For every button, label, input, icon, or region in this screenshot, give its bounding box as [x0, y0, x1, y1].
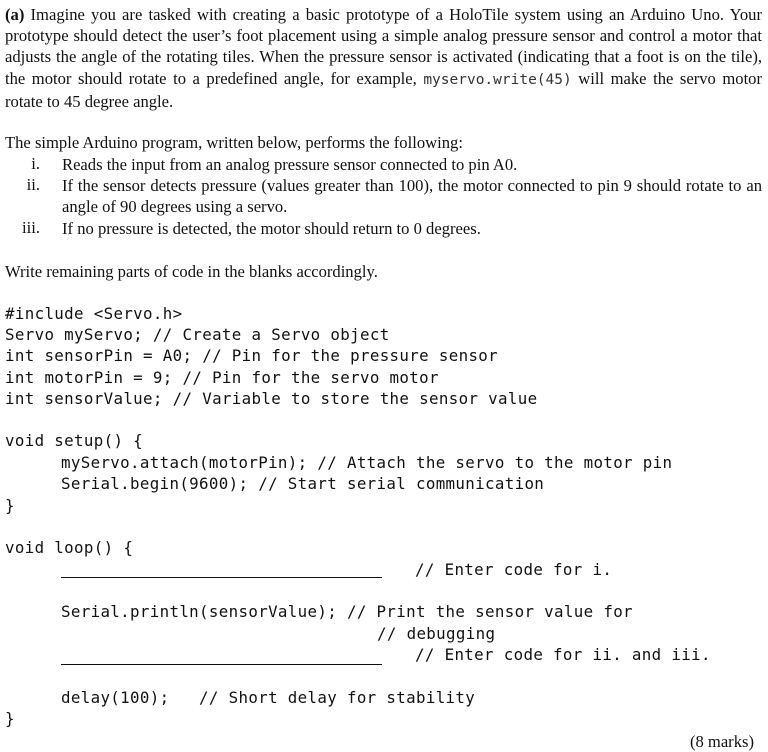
step-text: Reads the input from an analog pressure sensor connected to pin A0. — [62, 155, 518, 174]
part-label: (a) — [5, 5, 25, 24]
code-comment: // Enter code for ii. and iii. — [415, 645, 711, 664]
code-line: myServo.attach(motorPin); // Attach the servo to the motor pin — [61, 453, 673, 472]
code-line: #include <Servo.h> — [5, 304, 183, 323]
step-number: ii. — [26, 175, 40, 194]
question-intro — [5, 4, 762, 112]
answer-blank-ii-iii[interactable] — [61, 664, 382, 665]
step-text: If the sensor detects pressure (values greater than 100), the motor connected to pin 9 should rotate to an angle of 90 degrees using a servo. — [62, 176, 762, 217]
marks-label: (8 marks) — [689, 732, 754, 751]
code-line: // debugging — [377, 624, 496, 643]
code-line: Serial.begin(9600); // Start serial communication — [61, 474, 545, 493]
step-number: i. — [31, 154, 40, 173]
step-number: iii. — [22, 218, 40, 237]
code-line: } — [5, 496, 15, 515]
code-line: void setup() { — [5, 431, 144, 450]
code-line: } — [5, 709, 15, 728]
inline-code: myservo.write(45) — [423, 71, 572, 88]
step-text: If no pressure is detected, the motor should return to 0 degrees. — [62, 219, 481, 238]
code-line: int sensorPin = A0; // Pin for the pressure sensor — [5, 346, 499, 365]
code-line: int sensorValue; // Variable to store the sensor value — [5, 389, 538, 408]
code-line: Serial.println(sensorValue); // Print the sensor value for — [61, 602, 633, 621]
instruction: Write remaining parts of code in the blanks accordingly. — [5, 262, 378, 281]
code-comment: // Enter code for i. — [415, 560, 613, 579]
answer-blank-i[interactable] — [61, 577, 382, 578]
program-intro: The simple Arduino program, written below, performs the following: — [5, 133, 463, 152]
code-line: void loop() { — [5, 538, 134, 557]
intro-text-end: will make the servo motor rotate to 45 degree angle. — [5, 68, 763, 111]
code-line: int motorPin = 9; // Pin for the servo motor — [5, 368, 439, 387]
intro-text: Imagine you are tasked with creating a basic prototype of a HoloTile system using an Arduino Uno. Your prototype should detect the user’s foot placement using a simple analog pressure sensor and control a motor that adjusts the angle of the rotating tiles. When the pressure sensor is activated (indicating that a foot is on the tile), the motor should rotate to a predefined angle, for example, — [5, 5, 763, 88]
code-line: delay(100); // Short delay for stability — [61, 688, 476, 707]
code-line: Servo myServo; // Create a Servo object — [5, 325, 390, 344]
